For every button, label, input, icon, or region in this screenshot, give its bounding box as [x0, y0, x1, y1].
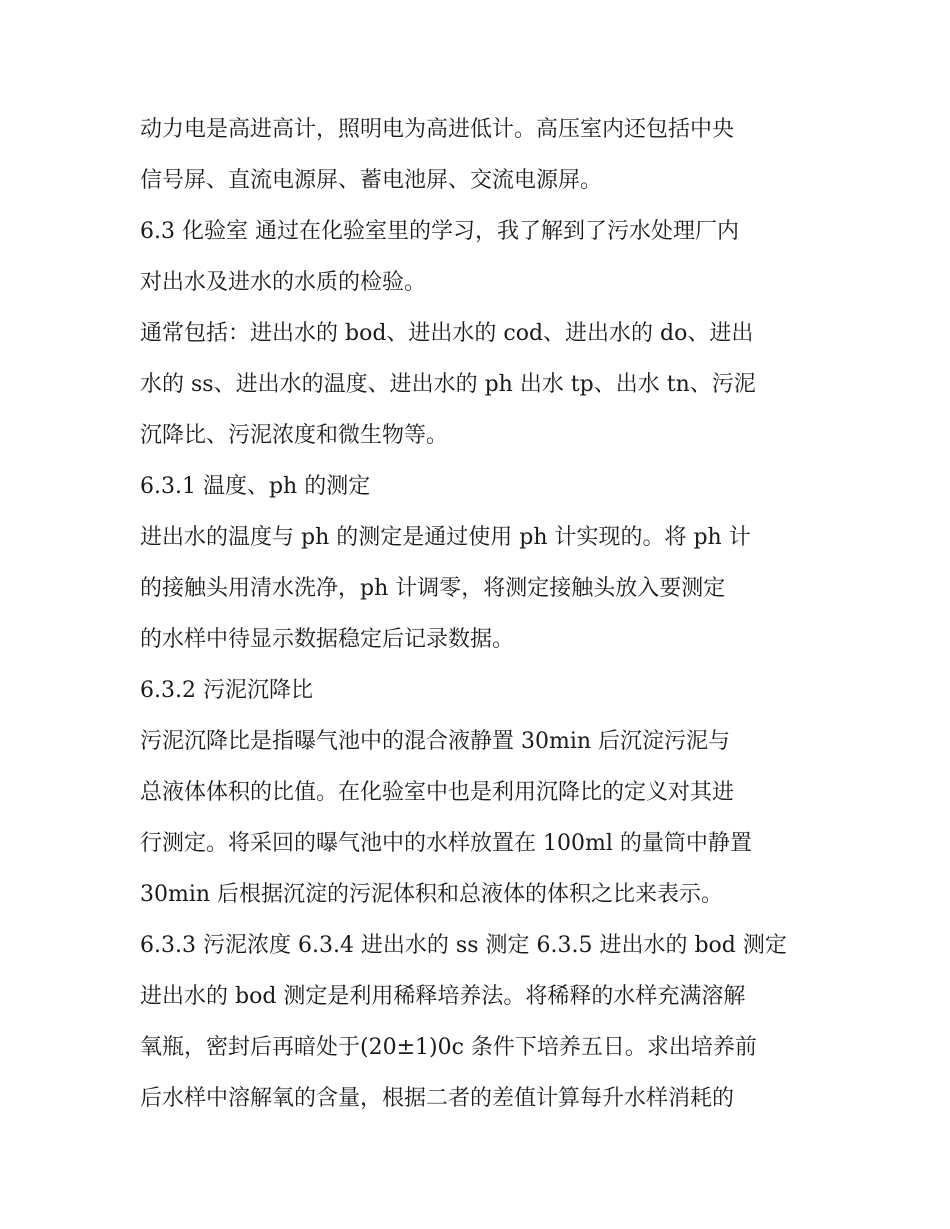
text-line: 行测定。将采回的曝气池中的水样放置在 100ml 的量筒中静置	[140, 831, 752, 856]
text-line: 信号屏、直流电源屏、蓄电池屏、交流电源屏。	[140, 168, 603, 193]
text-line: 对出水及进水的水质的检验。	[140, 270, 427, 295]
text-line: 进出水的温度与 ph 的测定是通过使用 ph 计实现的。将 ph 计	[140, 525, 751, 550]
text-line: 动力电是高进高计，照明电为高进低计。高压室内还包括中央	[140, 117, 735, 142]
text-line: 的水样中待显示数据稳定后记录数据。	[140, 627, 515, 652]
section-heading-6-3-2: 6.3.2 污泥沉降比	[140, 678, 313, 703]
section-heading-6-3-1: 6.3.1 温度、ph 的测定	[140, 474, 371, 499]
document-body	[140, 104, 820, 1124]
text-line: 的接触头用清水洗净，ph 计调零，将测定接触头放入要测定	[140, 576, 726, 601]
text-line: 氧瓶，密封后再暗处于(20±1)0c 条件下培养五日。求出培养前	[140, 1035, 757, 1060]
text-line: 通常包括：进出水的 bod、进出水的 cod、进出水的 do、进出	[140, 321, 754, 346]
text-line: 进出水的 bod 测定是利用稀释培养法。将稀释的水样充满溶解	[140, 984, 746, 1009]
section-heading-6-3-3: 6.3.3 污泥浓度 6.3.4 进出水的 ss 测定 6.3.5 进出水的 bod 测定	[140, 933, 787, 958]
text-line: 沉降比、污泥浓度和微生物等。	[140, 423, 449, 448]
text-line: 30min 后根据沉淀的污泥体积和总液体的体积之比来表示。	[140, 882, 724, 907]
section-heading-6-3: 6.3 化验室 通过在化验室里的学习，我了解到了污水处理厂内	[140, 219, 739, 244]
text-line: 水的 ss、进出水的温度、进出水的 ph 出水 tp、出水 tn、污泥	[140, 372, 756, 397]
text-line: 总液体体积的比值。在化验室中也是利用沉降比的定义对其进	[140, 780, 735, 805]
text-line: 污泥沉降比是指曝气池中的混合液静置 30min 后沉淀污泥与	[140, 729, 731, 754]
text-line: 后水样中溶解氧的含量，根据二者的差值计算每升水样消耗的	[140, 1086, 735, 1111]
